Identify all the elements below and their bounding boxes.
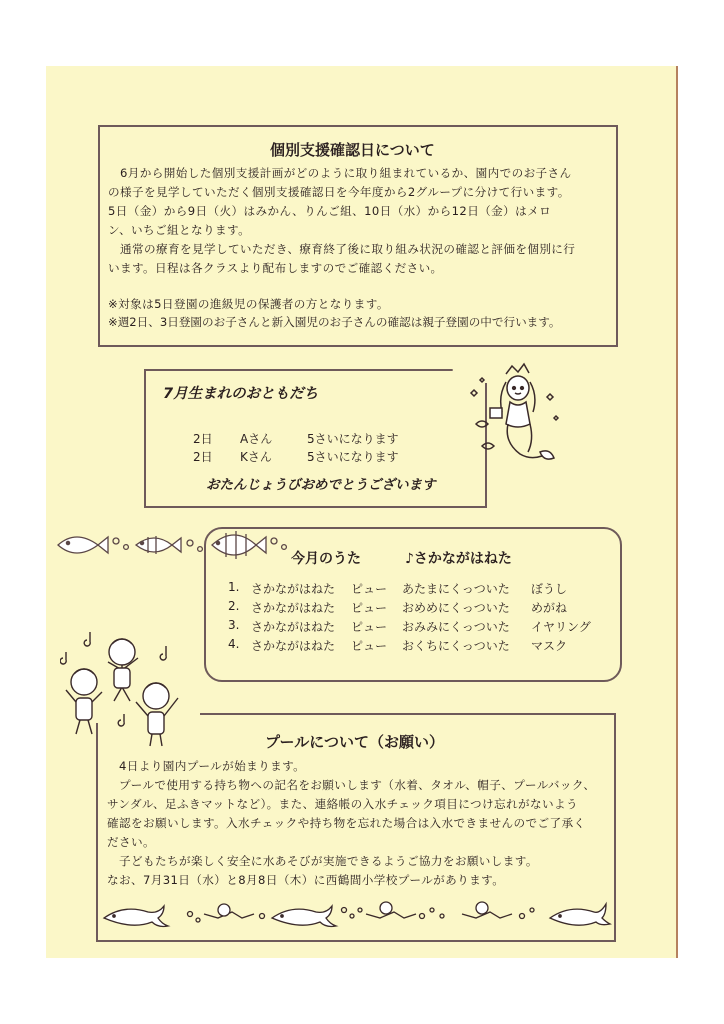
dolphin-icon (100, 896, 616, 936)
birthday-age: 5さいになります (307, 450, 399, 464)
body-line: ださい。 (107, 835, 155, 849)
verse-text: おめめにくっついた (402, 601, 510, 615)
body-line: サンダル、足ふきマットなど）。また、連絡帳の入水チェック項目につけ忘れがないよう (107, 797, 578, 811)
body-line: ン、いちご組となります。 (108, 223, 251, 237)
birthday-date: 2日 (193, 432, 213, 446)
verse-number: 4. (228, 637, 240, 651)
verse-text: イヤリング (531, 620, 591, 634)
birthday-name: Aさん (240, 432, 273, 446)
birthday-title: 7月生まれのおともだち (163, 386, 319, 402)
verse-text: ピュー (351, 582, 388, 596)
song-title: ♪さかながはねた (405, 551, 512, 567)
note-line: ※週2日、3日登園のお子さんと新入園児のお子さんの確認は親子登園の中で行います。 (108, 315, 561, 329)
body-line: 6月から開始した個別支援計画がどのように取り組まれているか、園内でのお子さん (108, 166, 572, 180)
verse-text: ピュー (351, 601, 388, 615)
verse-text: おくちにくっついた (402, 639, 510, 653)
note-line: ※対象は5日登園の進級児の保護者の方となります。 (108, 297, 389, 311)
body-line: 4日より園内プールが始まります。 (107, 759, 306, 773)
verse-text: さかながはねた (251, 582, 336, 596)
birthday-name: Kさん (240, 450, 272, 464)
verse-number: 3. (228, 618, 240, 632)
body-line: 確認をお願いします。入水チェックや持ち物を忘れた場合は入水できませんのでご了承く (107, 816, 586, 830)
verse-number: 2. (228, 599, 240, 613)
body-line: 子どもたちが楽しく安全に水あそびが実施できるようご協力をお願いします。 (107, 854, 538, 868)
verse-text: めがね (531, 601, 568, 615)
body-line: プールで使用する持ち物への記名をお願いします（水着、タオル、帽子、プールバック、 (107, 778, 596, 792)
verse-text: さかながはねた (251, 620, 336, 634)
verse-text: さかながはねた (251, 601, 336, 615)
verse-text: ぼうし (531, 582, 568, 596)
verse-text: ピュー (351, 620, 388, 634)
body-line: 通常の療育を見学していただき、療育終了後に取り組み状況の確認と評価を個別に行 (108, 242, 576, 256)
verse-text: あたまにくっついた (402, 582, 510, 596)
verse-text: ピュー (351, 639, 388, 653)
birthday-age: 5さいになります (307, 432, 399, 446)
verse-text: マスク (531, 639, 568, 653)
birthday-date: 2日 (193, 450, 213, 464)
pool-title: プールについて（お願い） (265, 733, 444, 751)
birthday-greeting: おたんじょうびおめでとうございます (206, 477, 436, 493)
verse-number: 1. (228, 580, 240, 594)
song-heading: 今月のうた (291, 551, 361, 567)
verse-text: さかながはねた (251, 639, 336, 653)
body-line: います。日程は各クラスより配布しますのでご確認ください。 (108, 261, 443, 275)
mermaid-illustration-icon (468, 360, 566, 472)
verse-text: おみみにくっついた (402, 620, 510, 634)
individual-support-title: 個別支援確認日について (270, 141, 435, 159)
body-line: の様子を見学していただく個別支援確認日を今年度から2グループに分けて行います。 (108, 185, 570, 199)
body-line: 5日（金）から9日（火）はみかん、りんご組、10日（水）から12日（金）はメロ (108, 204, 552, 218)
body-line: なお、7月31日（水）と8月8日（木）に西鶴間小学校プールがあります。 (107, 873, 505, 887)
